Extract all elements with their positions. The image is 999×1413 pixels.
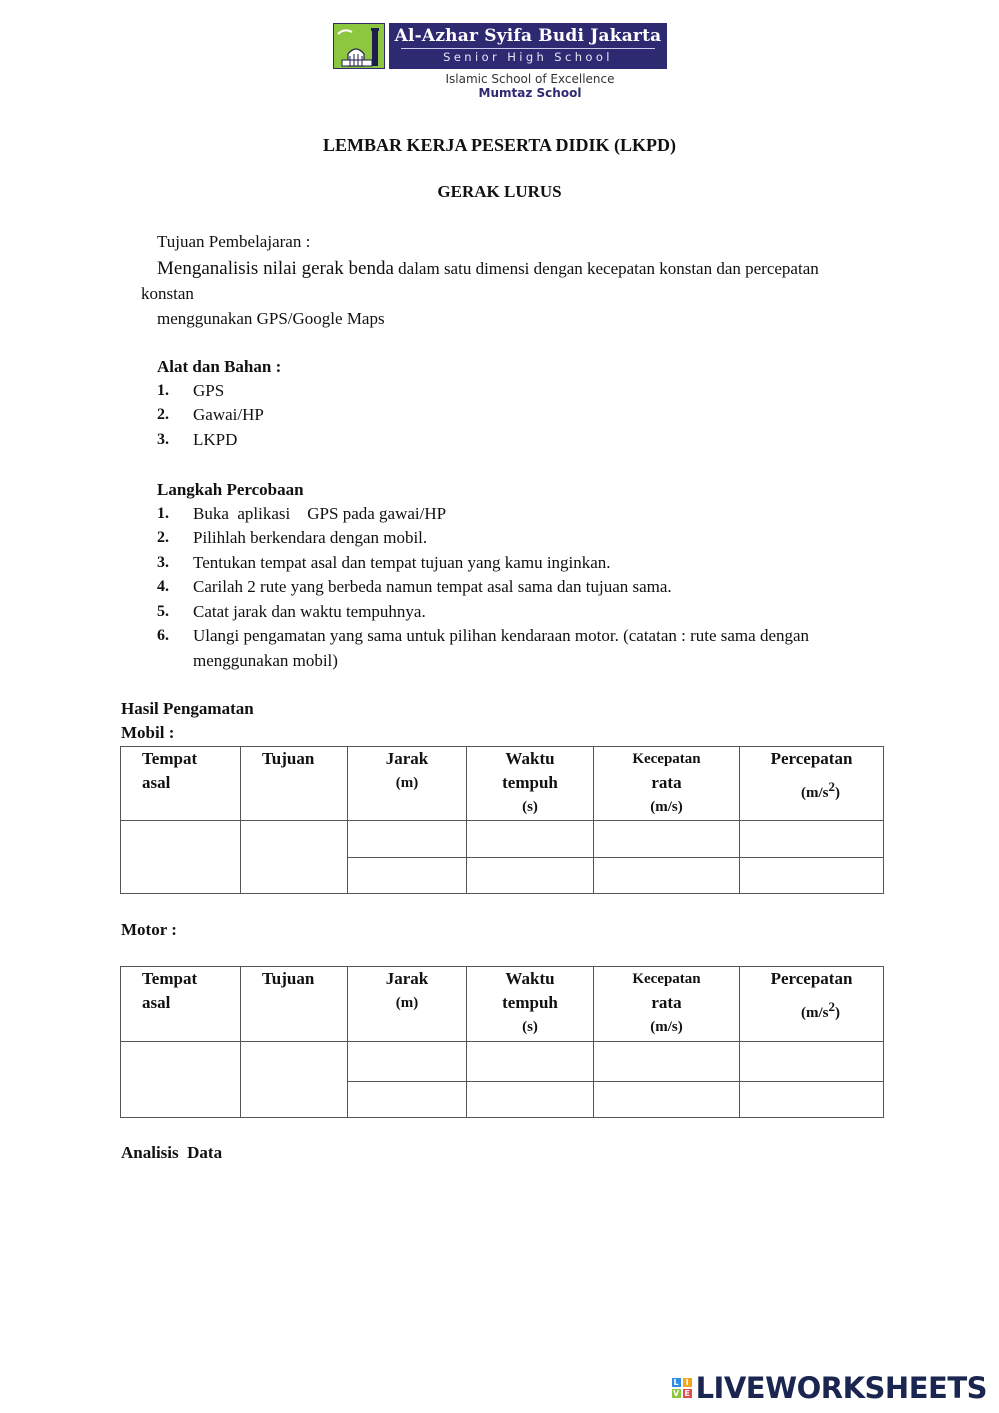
distance-input-cell[interactable]	[348, 858, 467, 894]
school-tagline: Islamic School of Excellence	[445, 72, 615, 86]
liveworksheets-logo	[672, 1371, 987, 1405]
header-speed-line1: Kecepatan	[632, 971, 701, 987]
header-distance-line1: Jarak	[385, 749, 429, 768]
grid-letter-l: L	[673, 1378, 679, 1387]
step-2: Pilihlah berkendara dengan mobil.	[193, 528, 428, 547]
step-num-3: 3.	[157, 554, 169, 571]
banner-divider	[401, 48, 655, 49]
mosque-emblem-icon	[333, 23, 385, 69]
header-speed-unit: (m/s)	[650, 799, 683, 815]
school-logo	[333, 23, 667, 69]
analysis-heading: Analisis Data	[121, 1143, 223, 1162]
step-6-continued: menggunakan mobil)	[193, 651, 338, 670]
step-num-2: 2.	[157, 529, 169, 546]
accel-input-cell[interactable]	[740, 1082, 884, 1118]
header-speed	[594, 747, 740, 821]
step-6: Ulangi pengamatan yang sama untuk pilihan kendaraan motor. (catatan : rute sama dengan	[193, 626, 810, 645]
materials-item-3: LKPD	[193, 430, 238, 449]
header-accel-unit	[740, 995, 883, 1025]
header-origin-line1: Tempat	[142, 749, 198, 768]
header-distance	[348, 967, 467, 1042]
header-time-line2: tempuh	[502, 993, 558, 1012]
speed-input-cell[interactable]	[594, 1042, 740, 1082]
header-speed-unit: (m/s)	[650, 1019, 683, 1035]
header-time-unit: (s)	[522, 799, 538, 815]
grid-letter-v: V	[672, 1389, 680, 1398]
step-num-5: 5.	[157, 603, 169, 620]
header-accel	[740, 967, 884, 1042]
destination-input-cell[interactable]	[241, 821, 348, 894]
step-num-4: 4.	[157, 578, 169, 595]
motor-label: Motor :	[121, 920, 177, 939]
materials-num-1: 1.	[157, 382, 169, 399]
materials-num-2: 2.	[157, 406, 169, 423]
header-distance-unit: (m)	[395, 995, 419, 1011]
header-distance	[348, 747, 467, 821]
school-level: Senior High School	[443, 50, 613, 64]
page-title: LEMBAR KERJA PESERTA DIDIK (LKPD)	[322, 135, 677, 155]
liveworksheets-grid-icon	[672, 1378, 692, 1398]
header-origin	[121, 747, 241, 821]
step-num-1: 1.	[157, 505, 169, 522]
header-origin-line1: Tempat	[142, 969, 198, 988]
header-destination-text: Tujuan	[262, 969, 315, 988]
liveworksheets-brand: LIVEWORKSHEETS	[695, 1371, 987, 1405]
header-origin-line2: asal	[142, 773, 171, 792]
header-time-unit: (s)	[522, 1019, 538, 1035]
accel-input-cell[interactable]	[740, 858, 884, 894]
time-input-cell[interactable]	[467, 821, 594, 858]
destination-input-cell[interactable]	[241, 1042, 348, 1118]
accel-unit-close: )	[835, 785, 840, 801]
distance-input-cell[interactable]	[348, 1082, 467, 1118]
car-results-table	[120, 746, 884, 894]
header-speed-line2: rata	[651, 993, 682, 1012]
school-tagline-2: Mumtaz School	[478, 86, 582, 100]
step-num-6: 6.	[157, 627, 169, 644]
header-destination	[241, 747, 348, 821]
materials-num-3: 3.	[157, 431, 169, 448]
materials-heading: Alat dan Bahan :	[157, 357, 282, 376]
objective-line-1a: Menganalisis nilai gerak benda	[157, 258, 394, 279]
accel-unit-exp: 2	[828, 999, 835, 1014]
accel-unit-base: (m/s	[801, 785, 829, 801]
time-input-cell[interactable]	[467, 1042, 594, 1082]
header-accel	[740, 747, 884, 821]
results-heading: Hasil Pengamatan	[121, 699, 254, 718]
header-time-line1: Waktu	[505, 749, 555, 768]
accel-unit-close: )	[835, 1005, 840, 1021]
step-3: Tentukan tempat asal dan tempat tujuan yang kamu inginkan.	[193, 553, 611, 572]
header-distance-line1: Jarak	[385, 969, 429, 988]
objective-label: Tujuan Pembelajaran :	[157, 232, 311, 251]
step-1: Buka aplikasi GPS pada gawai/HP	[193, 504, 447, 523]
grid-letter-e: E	[684, 1389, 690, 1398]
accel-input-cell[interactable]	[740, 821, 884, 858]
step-4: Carilah 2 rute yang berbeda namun tempat asal sama dan tujuan sama.	[193, 577, 672, 596]
header-time	[467, 967, 594, 1042]
table-header-row	[121, 747, 884, 821]
objective-line-3: menggunakan GPS/Google Maps	[157, 309, 385, 328]
school-name-banner	[389, 23, 667, 69]
header-speed-line2: rata	[651, 773, 682, 792]
objective-line-1b: dalam satu dimensi dengan kecepatan konstan dan percepatan	[398, 259, 819, 278]
accel-unit-exp: 2	[828, 779, 835, 794]
distance-input-cell[interactable]	[348, 821, 467, 858]
header-destination-text: Tujuan	[262, 749, 315, 768]
table-row	[121, 1042, 884, 1082]
accel-input-cell[interactable]	[740, 1042, 884, 1082]
header-accel-unit	[740, 775, 883, 805]
header-distance-unit: (m)	[395, 775, 419, 791]
header-origin	[121, 967, 241, 1042]
header-speed-line1: Kecepatan	[632, 751, 701, 767]
header-accel-line1: Percepatan	[770, 749, 853, 768]
page-subtitle: GERAK LURUS	[437, 182, 562, 201]
grid-letter-i: I	[683, 1378, 692, 1387]
time-input-cell[interactable]	[467, 1082, 594, 1118]
steps-heading: Langkah Percobaan	[157, 480, 304, 499]
header-time-line2: tempuh	[502, 773, 558, 792]
header-time-line1: Waktu	[505, 969, 555, 988]
car-label: Mobil :	[121, 723, 175, 742]
distance-input-cell[interactable]	[348, 1042, 467, 1082]
step-5: Catat jarak dan waktu tempuhnya.	[193, 602, 426, 621]
header-origin-line2: asal	[142, 993, 171, 1012]
header-destination	[241, 967, 348, 1042]
origin-input-cell[interactable]	[121, 821, 241, 894]
origin-input-cell[interactable]	[121, 1042, 241, 1118]
header-accel-line1: Percepatan	[770, 969, 853, 988]
speed-input-cell[interactable]	[594, 1082, 740, 1118]
accel-unit-base: (m/s	[801, 1005, 829, 1021]
motor-results-table	[120, 966, 884, 1118]
speed-input-cell[interactable]	[594, 858, 740, 894]
table-header-row	[121, 967, 884, 1042]
school-name: Al-Azhar Syifa Budi Jakarta	[394, 26, 662, 46]
time-input-cell[interactable]	[467, 858, 594, 894]
objective-line-1	[157, 258, 819, 280]
materials-item-1: GPS	[193, 381, 225, 400]
header-speed	[594, 967, 740, 1042]
table-row	[121, 821, 884, 858]
objective-line-2: konstan	[141, 284, 194, 303]
materials-item-2: Gawai/HP	[193, 405, 264, 424]
header-time	[467, 747, 594, 821]
speed-input-cell[interactable]	[594, 821, 740, 858]
